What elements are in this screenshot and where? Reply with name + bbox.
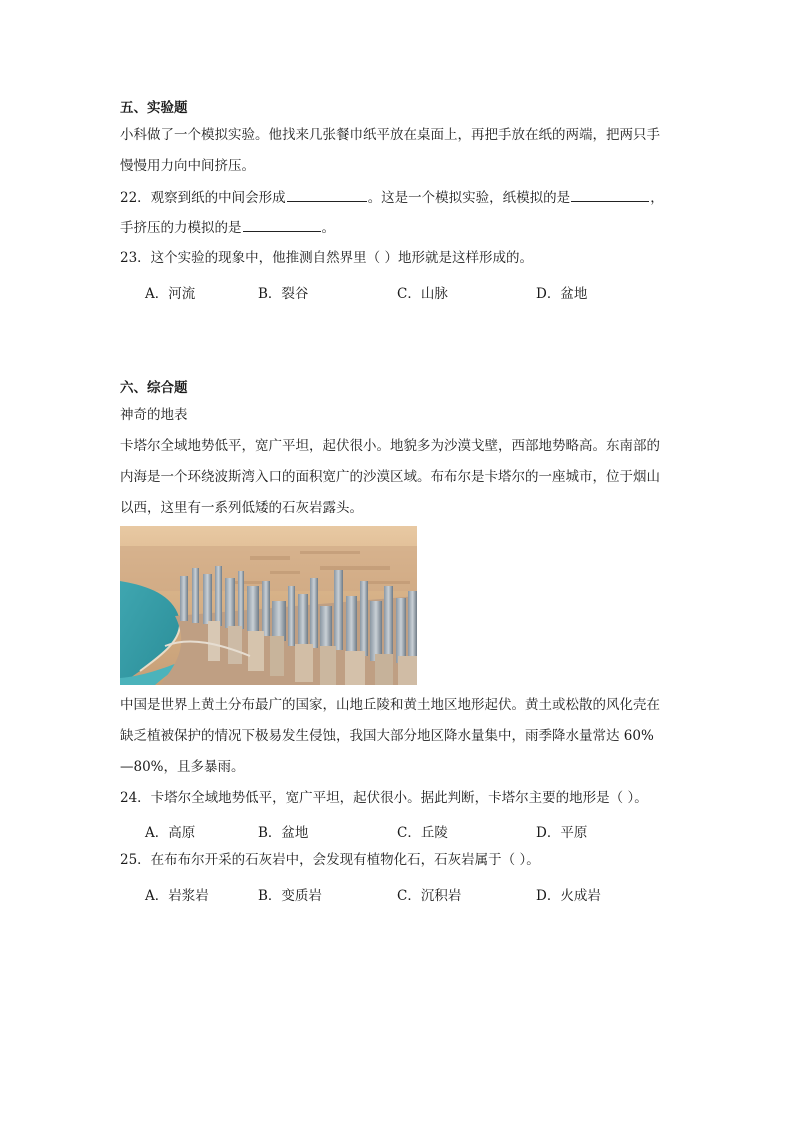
passage-title: 神奇的地表: [120, 407, 188, 423]
option-b[interactable]: B．变质岩: [258, 888, 322, 904]
question-22-text-4: 手挤压的力模拟的是: [120, 220, 242, 236]
qatar-paragraph-line-2: 内海是一个环绕波斯湾入口的面积宽广的沙漠区域。布布尔是卡塔尔的一座城市，位于烟山: [120, 469, 660, 485]
qatar-paragraph-line-3: 以西，这里有一系列低矮的石灰岩露头。: [120, 500, 363, 516]
answer-blank-22b[interactable]: [571, 189, 649, 202]
option-b[interactable]: B．裂谷: [258, 286, 309, 302]
question-25-text: 25．在布布尔开采的石灰岩中，会发现有植物化石，石灰岩属于（ ）。: [120, 852, 540, 868]
china-paragraph-line-3: —80%，且多暴雨。: [120, 759, 245, 775]
question-22-text-3: ，: [650, 190, 664, 206]
option-c[interactable]: C．山脉: [397, 286, 448, 302]
option-c[interactable]: C．丘陵: [397, 825, 448, 841]
section-heading-experiment: 五、实验题: [120, 100, 188, 116]
option-a[interactable]: A．河流: [145, 286, 196, 302]
qatar-paragraph-line-1: 卡塔尔全域地势低平，宽广平坦，起伏很小。地貌多为沙漠戈壁，西部地势略高。东南部的: [120, 438, 660, 454]
option-b[interactable]: B．盆地: [258, 825, 309, 841]
option-c[interactable]: C．沉积岩: [397, 888, 462, 904]
china-paragraph-line-1: 中国是世界上黄土分布最广的国家，山地丘陵和黄土地区地形起伏。黄土或松散的风化壳在: [120, 697, 660, 713]
question-25-options: [0, 884, 794, 902]
option-a[interactable]: A．高原: [145, 825, 196, 841]
question-23-text: 23．这个实验的现象中，他推测自然界里（ ）地形就是这样形成的。: [120, 250, 533, 266]
answer-blank-22c[interactable]: [243, 219, 321, 232]
doha-skyline-photo: [120, 526, 417, 685]
question-23-options: [0, 282, 794, 300]
question-24-text: 24．卡塔尔全域地势低平，宽广平坦，起伏很小。据此判断，卡塔尔主要的地形是（ ）。: [120, 790, 648, 806]
china-paragraph-line-2: 缺乏植被保护的情况下极易发生侵蚀，我国大部分地区降水量集中，雨季降水量常达 60%: [120, 728, 654, 744]
option-d[interactable]: D．盆地: [536, 286, 588, 302]
question-22-line-1: [120, 189, 664, 206]
option-d[interactable]: D．平原: [536, 825, 588, 841]
experiment-intro-line-2: 慢慢用力向中间挤压。: [120, 158, 255, 174]
answer-blank-22a[interactable]: [287, 189, 367, 202]
question-22-text-5: 。: [321, 220, 335, 236]
option-d[interactable]: D．火成岩: [536, 888, 601, 904]
experiment-intro-line-1: 小科做了一个模拟实验。他找来几张餐巾纸平放在桌面上，再把手放在纸的两端，把两只手: [120, 127, 660, 143]
question-22-text-1: 22．观察到纸的中间会形成: [120, 190, 286, 206]
question-24-options: [0, 821, 794, 839]
question-22-text-2: 。这是一个模拟实验，纸模拟的是: [367, 190, 571, 206]
question-22-line-2: [120, 219, 335, 236]
section-heading-comprehensive: 六、综合题: [120, 380, 188, 396]
option-a[interactable]: A．岩浆岩: [145, 888, 209, 904]
